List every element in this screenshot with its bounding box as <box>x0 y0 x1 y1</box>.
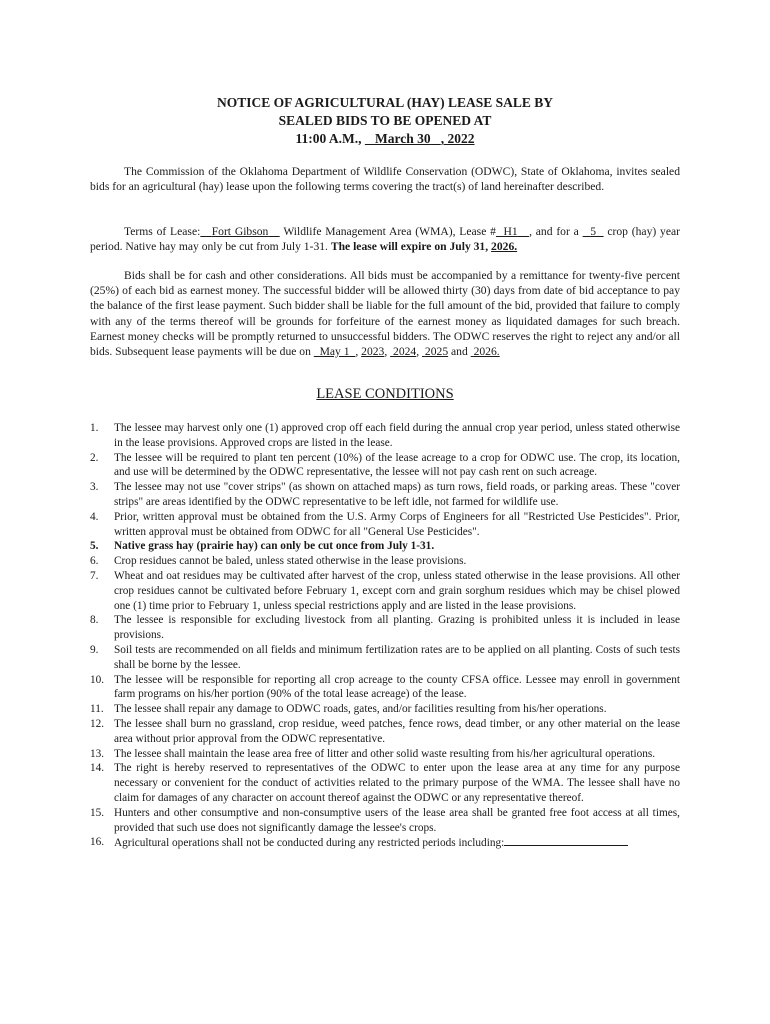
condition-item <box>90 747 680 762</box>
condition-item <box>90 673 680 703</box>
intro-text: The Commission of the Oklahoma Department of Wildlife Conservation (ODWC), State of Oklahoma, invites sealed bids for an agricultural (hay) lease upon the following terms covering the tract(s) of land hereinafter described. <box>90 165 680 194</box>
condition-number: 5. <box>90 540 99 553</box>
condition-number: 14. <box>90 762 105 775</box>
condition-number: 7. <box>90 569 99 582</box>
bids-text: Bids shall be for cash and other considerations. All bids must be accompanied by a remittance for twenty-five percent (25%) of each bid as earnest money. The successful bidder will be allowed thirty (30) days from date of bid acceptance to pay the balance of the first lease payment. Such bidder shall be liable for the full amount of the bid, provided that failure to comply with any of the terms thereof will be grounds for forfeiture of the earnest money as liquidated damages for such breach. Earnest money checks will be promptly returned to unsuccessful bidders. The ODWC reserves the right to reject any and/or all bids. Subsequent lease payments will be due on <box>90 269 680 359</box>
restricted-periods-blank <box>504 835 628 846</box>
condition-text: Crop residues cannot be baled, unless stated otherwise in the lease provisions. <box>114 555 467 568</box>
condition-item <box>90 539 680 554</box>
condition-text: The lessee will be required to plant ten percent (10%) of the lease acreage to a crop for ODWC use. The crop, its location, and use will be determined by the ODWC representative, the lessee will not pay cash rent on such acreage. <box>114 451 680 479</box>
title-line-3 <box>0 130 770 148</box>
lease-number: H1 <box>503 225 518 238</box>
condition-item <box>90 806 680 836</box>
condition-text: The lessee shall maintain the lease area free of litter and other solid waste resulting from his/her agricultural operations. <box>114 747 656 760</box>
bids-and: and <box>451 345 468 359</box>
condition-number: 3. <box>90 481 99 494</box>
lease-conditions-list <box>90 421 680 851</box>
condition-number: 6. <box>90 555 99 568</box>
lease-expiration-year: 2026. <box>491 240 518 254</box>
lease-years: 5 <box>590 225 596 238</box>
condition-text: The lessee may harvest only one (1) approved crop off each field during the annual crop year period, unless stated otherwise in the lease provisions. Approved crops are listed in the lease. <box>114 422 680 449</box>
condition-text: Prior, written approval must be obtained from the U.S. Army Corps of Engineers for all "Restricted Use Pesticides". Prior, written approval must be obtained from ODWC for all "General Use Pesticides". <box>114 510 680 538</box>
payment-year-3: 2025 <box>424 345 449 359</box>
terms-text-2: , and for a <box>529 225 579 238</box>
terms-text-3: crop (hay) year period. Native hay may only be cut from July 1-31. <box>90 225 680 254</box>
condition-text: The lessee shall burn no grassland, crop residue, weed patches, fence rows, dead timber, or any other material on the lease area without prior approval from the ODWC representative. <box>114 717 680 745</box>
condition-item <box>90 554 680 569</box>
condition-text: Hunters and other consumptive and non-consumptive users of the lease area shall be granted free foot access at all times, provided that such use does not significantly damage the lessee's crops. <box>114 806 680 834</box>
payment-year-1: 2023 <box>361 345 385 359</box>
bid-opening-year: , 2022 <box>440 131 475 146</box>
condition-item <box>90 480 680 510</box>
condition-text: Soil tests are recommended on all fields and minimum fertilization rates are to be applied on all planting. Costs of such tests shall be borne by the lessee. <box>114 643 680 671</box>
bid-opening-date: March 30 <box>375 131 431 146</box>
payment-year-2: 2024 <box>393 345 417 359</box>
condition-item <box>90 717 680 747</box>
condition-text: The lessee will be responsible for reporting all crop acreage to the county CFSA office. Lessee may enroll in government farm programs on his/her portion (90% of the total lease acreage) of the lease. <box>114 673 680 701</box>
terms-label: Terms of Lease: <box>124 225 201 238</box>
condition-item <box>90 761 680 805</box>
condition-item <box>90 421 680 451</box>
condition-item <box>90 569 680 613</box>
condition-item <box>90 510 680 540</box>
title-time: 11:00 A.M., <box>295 131 365 146</box>
condition-item <box>90 451 680 481</box>
condition-text: The lessee may not use "cover strips" (as shown on attached maps) as turn rows, field roads, or parking areas. These "cover strips" are areas identified by the ODWC representative to be left idle, not farmed for wildlife use. <box>114 481 680 508</box>
condition-item <box>90 643 680 673</box>
condition-number: 1. <box>90 422 99 434</box>
condition-number: 2. <box>90 451 99 464</box>
condition-number: 9. <box>90 643 99 656</box>
lease-expiration: The lease will expire on July 31, <box>330 240 489 254</box>
terms-text-1: Wildlife Management Area (WMA), Lease # <box>283 225 496 238</box>
condition-number: 13. <box>90 747 105 760</box>
lease-conditions-heading: LEASE CONDITIONS <box>316 386 454 402</box>
payment-year-4: 2026. <box>473 345 500 359</box>
bids-paragraph: Bids shall be for cash and other considerations. All bids must be accompanied by a remittance for twenty-five percent (25%) of each bid as earnest money. The successful bidder will be allowed thirty (30) days from date of bid acceptance to pay the balance of the first lease payment. Such bidder shall be liable for the full amount of the bid, provided that failure to comply with any of the terms thereof will be grounds for forfeiture of the earnest money as liquidated damages for such breach. Earnest money checks will be promptly returned to unsuccessful bidders. The ODWC reserves the right to reject any and/or all bids. Subsequent lease payments will be due on May 1 , 2023, 2024, 2025 and 2026. <box>90 269 680 359</box>
wma-name: Fort Gibson <box>211 225 269 238</box>
terms-paragraph <box>90 224 680 254</box>
condition-number: 16. <box>90 836 105 849</box>
title-line-1: NOTICE OF AGRICULTURAL (HAY) LEASE SALE BY <box>216 95 554 110</box>
condition-item <box>90 835 680 851</box>
condition-item <box>90 613 680 643</box>
condition-text: Wheat and oat residues may be cultivated after harvest of the crop, unless stated otherwise in the lease provisions. All other crop residues cannot be cultivated before February 1, except corn and grain sorghum residues which may be chisel plowed one (1) time prior to February 1, unless special restrictions apply and are listed in the lease provisions. <box>114 569 680 612</box>
condition-text: The lessee is responsible for excluding livestock from all planting. Grazing is prohibited unless it is included in lease provisions. <box>114 614 680 642</box>
condition-text: The lessee shall repair any damage to ODWC roads, gates, and/or facilities resulting from his/her operations. <box>114 703 607 716</box>
condition-number: 8. <box>90 614 99 627</box>
condition-number: 10. <box>90 673 105 686</box>
condition-number: 15. <box>90 806 105 819</box>
intro-paragraph <box>90 164 680 194</box>
condition-text: Native grass hay (prairie hay) can only be cut once from July 1-31. <box>114 540 435 553</box>
condition-text: The right is hereby reserved to representatives of the ODWC to enter upon the lease area at any time for any purpose necessary or convenient for the conduct of activities related to the primary purpose of the WMA. The lessee shall have no claim for damages of any character on account thereof against the ODWC or any representative thereof. <box>114 762 680 804</box>
title-line-2: SEALED BIDS TO BE OPENED AT <box>278 113 492 128</box>
payment-due-date: May 1 <box>319 345 350 359</box>
condition-item <box>90 702 680 717</box>
condition-number: 4. <box>90 510 99 523</box>
condition-number: 11. <box>90 703 104 716</box>
condition-text: Agricultural operations shall not be conducted during any restricted periods including: <box>114 837 505 850</box>
condition-number: 12. <box>90 717 105 730</box>
